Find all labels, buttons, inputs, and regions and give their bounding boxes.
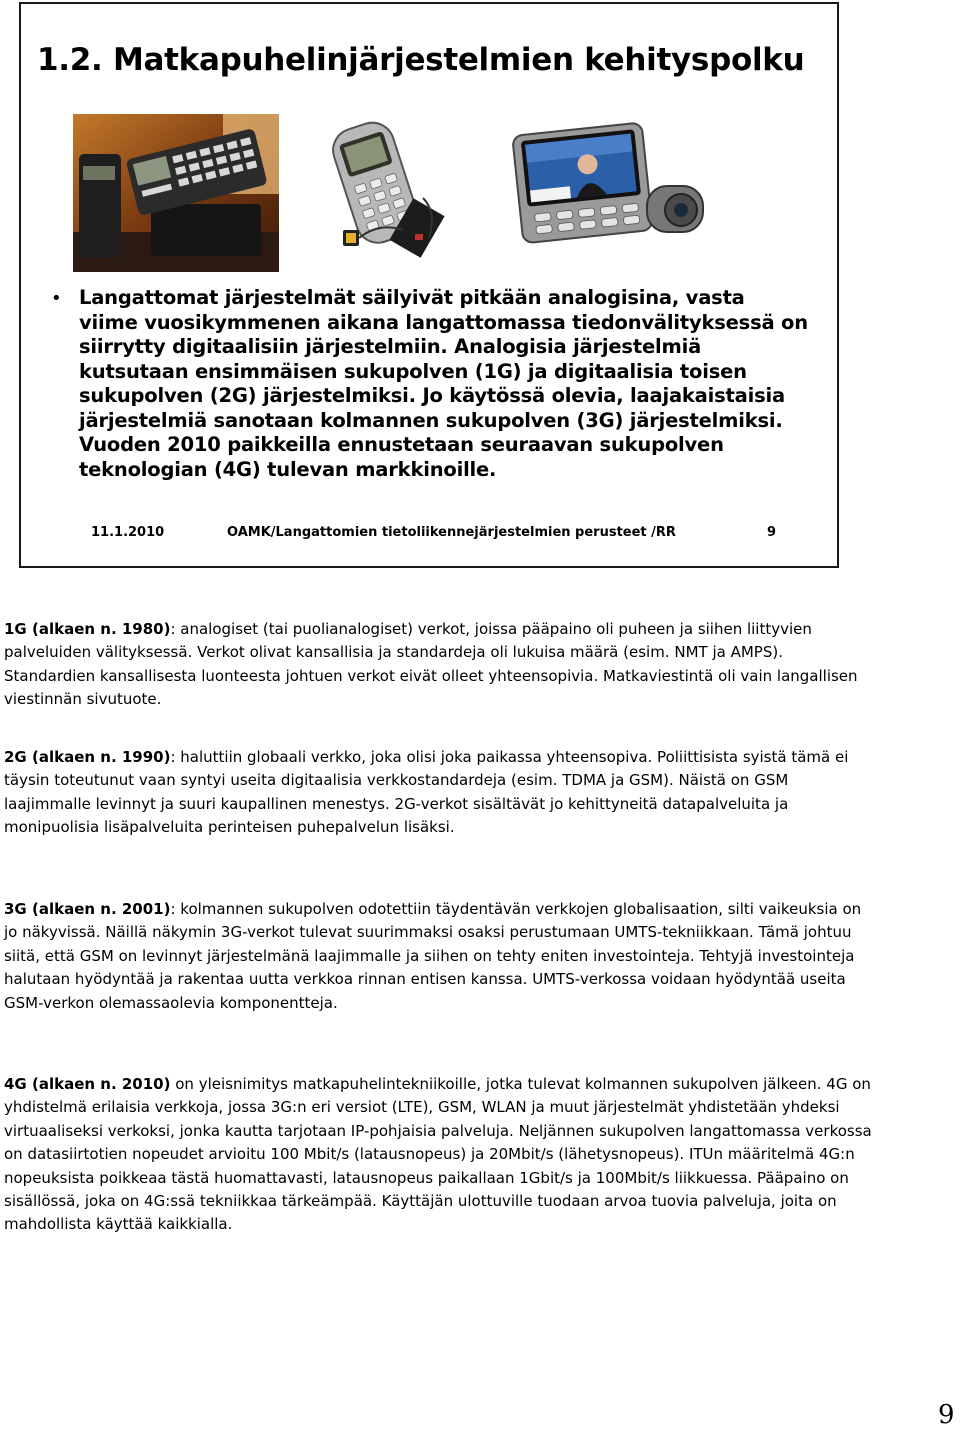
slide-footer-course: OAMK/Langattomien tietoliikennejärjestelmien perusteet /RR — [227, 525, 676, 540]
paragraph-3g-lead: 3G (alkaen n. 2001) — [4, 900, 171, 918]
paragraph-3g-text: : kolmannen sukupolven odotettiin täydentävän verkkojen globalisaation, silti vaikeuksia on jo näkyvissä. Näillä näkymin 3G-verkot tulevat suurimmaksi osaksi perustumaan UMTS-tekniikkaan. Tämä johtuu siitä, että GSM on levinnyt järjestelmänä laajimmalle ja siihen on tehty eniten investointeja. Tehtyjä investointeja halutaan hyödyntää ja rakentaa uutta verkkoa rinnan entisen kanssa. UMTS-verkossa voidaan hyödyntää useita GSM-verkon olemassaolevia komponentteja. — [4, 900, 862, 1012]
paragraph-2g-lead: 2G (alkaen n. 1990) — [4, 748, 171, 766]
page-number: 9 — [938, 1400, 955, 1430]
slide-footer-page-number: 9 — [767, 525, 777, 540]
paragraph-2g — [4, 746, 874, 840]
car-phone-photo — [73, 114, 279, 272]
paragraph-4g-lead: 4G (alkaen n. 2010) — [4, 1075, 171, 1093]
slide — [19, 2, 839, 568]
slide-title: 1.2. Matkapuhelinjärjestelmien kehityspolku — [37, 42, 805, 78]
slide-bullet-text: Langattomat järjestelmät säilyivät pitkään analogisina, vasta viime vuosikymmenen aikana langattomassa tiedonvälityksessä on siirrytty digitaalisiin järjestelmiin. Analogisia järjestelmiä kutsutaan ensimmäisen sukupolven (1G) ja digitaalisia toisen sukupolven (2G) järjestelmiksi. Jo käytössä olevia, laajakaistaisia järjestelmiä sanotaan kolmannen sukupolven (3G) järjestelmiksi. Vuoden 2010 paikkeilla ennustetaan seuraavan sukupolven teknologian (4G) tulevan markkinoille. — [79, 286, 808, 481]
paragraph-1g — [4, 618, 874, 712]
paragraph-3g — [4, 898, 874, 1015]
paragraph-2g-text: : haluttiin globaali verkko, joka olisi joka paikassa yhteensopiva. Poliittisista syistä tämä ei täysin toteutunut vaan syntyi useita digitaalisia verkkostandardeja (esim. TDMA ja GSM). Näistä on GSM laajimmalle levinnyt ja suuri kaupallinen menestys. 2G-verkot sisältävät jo kehittyneitä datapalveluita ja monipuolisia lisäpalveluita perinteisen puhepalvelun lisäksi. — [4, 748, 849, 837]
paragraph-1g-lead: 1G (alkaen n. 1980) — [4, 620, 171, 638]
slide-footer-date: 11.1.2010 — [91, 525, 165, 540]
bullet-point-icon: • — [51, 288, 62, 309]
paragraph-4g-text: on yleisnimitys matkapuhelintekniikoille, jotka tulevat kolmannen sukupolven jälkeen. 4G on yhdistelmä erilaisia verkkoja, jossa 3G:n eri versiot (LTE), GSM, WLAN ja muut järjestelmät yhdistetään yhdeksi virtuaaliseksi verkoksi, jonka kautta tarjotaan IP-pohjaisia palveluja. Neljännen sukupolven langattomassa verkossa on datasiirtotien nopeudet arvioitu 100 Mbit/s (latausnopeus) ja 20Mbit/s (lähetysnopeus). ITUn määritelmä 4G:n nopeuksista poikkeaa tästä huomattavasti, latausnopeus paikallaan 1Gbit/s ja 100Mbit/s liikkuessa. Pääpaino on sisällössä, joka on 4G:ssä tekniikkaa tärkeämpää. Käyttäjän ulottuville tuodaan arvoa tuovia palveluja, joita on mahdollista käyttää kaikkialla. — [4, 1075, 872, 1234]
paragraph-1g-text: : analogiset (tai puolianalogiset) verkot, joissa pääpaino oli puheen ja siihen liittyvien palveluiden välityksessä. Verkot olivat kansallisia ja standardeja oli lukuisa määrä (esim. NMT ja AMPS). Standardien kansallisesta luonteesta johtuen verkot eivät olleet yhteensopivia. Matkaviestintä oli vain langallisen viestinnän sivutuote. — [4, 620, 858, 709]
mobile-phone-photo — [319, 112, 471, 272]
slider-phone-photo — [511, 116, 711, 276]
paragraph-4g — [4, 1073, 874, 1237]
